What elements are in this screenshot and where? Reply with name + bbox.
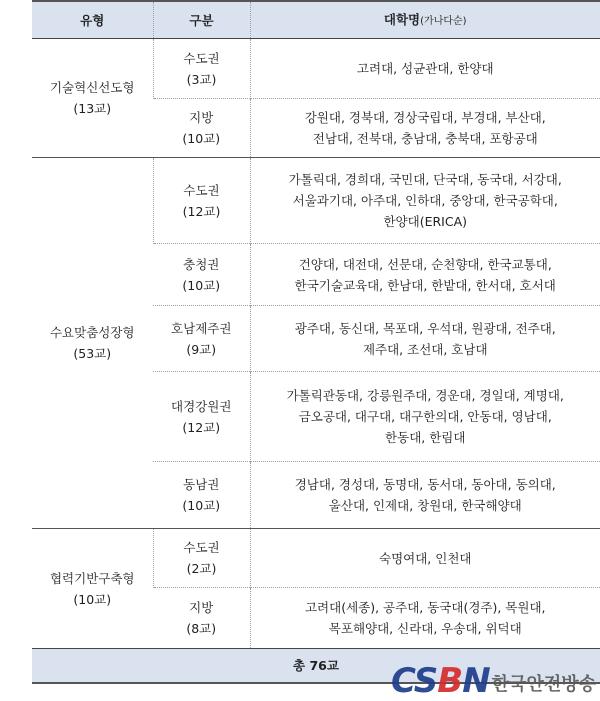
universities-line: 가톨릭관동대, 강릉원주대, 경운대, 경일대, 계명대, — [286, 388, 564, 403]
region-name: 지방 — [189, 110, 214, 125]
universities-line: 고려대(세종), 공주대, 동국대(경주), 목원대, — [304, 600, 546, 615]
header-universities — [250, 1, 600, 39]
total-cell: 총 76교 — [32, 649, 600, 684]
region-count: (2교) — [186, 561, 217, 576]
universities-line: 목포해양대, 신라대, 우송대, 위덕대 — [328, 621, 522, 636]
universities-line: 제주대, 조선대, 호남대 — [362, 341, 488, 357]
universities-cell — [250, 372, 600, 462]
logo-part-3: N — [462, 661, 490, 701]
universities-line: 전남대, 전북대, 충남대, 충북대, 포항공대 — [312, 131, 538, 146]
region-count: (8교) — [186, 621, 217, 636]
region-count: (10교) — [182, 498, 221, 513]
region-name: 충청권 — [183, 256, 220, 272]
region-cell — [153, 99, 250, 158]
universities-cell — [250, 99, 600, 158]
universities-line: 광주대, 동신대, 목포대, 우석대, 원광대, 전주대, — [294, 320, 556, 336]
region-cell — [153, 244, 250, 306]
universities-cell — [250, 462, 600, 529]
type-cell — [32, 39, 153, 158]
region-count: (3교) — [186, 71, 217, 87]
header-region: 구분 — [153, 1, 250, 39]
region-count: (12교) — [182, 203, 221, 219]
region-cell — [153, 372, 250, 462]
type-count: (53교) — [73, 346, 112, 361]
region-name: 수도권 — [183, 540, 220, 555]
region-count: (9교) — [186, 341, 217, 357]
type-cell — [32, 158, 153, 529]
universities-line: 금오공대, 대구대, 대구한의대, 안동대, 영남대, — [298, 409, 552, 424]
region-name: 대경강원권 — [171, 398, 232, 414]
watermark — [391, 661, 596, 701]
universities-line: 한동대, 한림대 — [385, 430, 466, 445]
header-universities-label: 대학명 — [383, 11, 421, 27]
universities-cell — [250, 244, 600, 306]
region-count: (10교) — [182, 277, 221, 293]
header-row — [32, 1, 600, 39]
universities-line: 고려대, 성균관대, 한양대 — [356, 61, 494, 76]
header-universities-note: (가나다순) — [420, 15, 467, 27]
region-name: 동남권 — [183, 477, 220, 492]
universities-cell — [250, 306, 600, 372]
type-name: 협력기반구축형 — [49, 570, 135, 586]
universities-line: 가톨릭대, 경희대, 국민대, 단국대, 동국대, 서강대, — [288, 172, 562, 187]
region-cell — [153, 529, 250, 588]
watermark-text: 한국안전방송 — [491, 674, 596, 695]
universities-line: 숙명여대, 인천대 — [379, 550, 472, 566]
table-row — [32, 158, 600, 244]
universities-line: 한양대(ERICA) — [383, 214, 468, 229]
header-type: 유형 — [32, 1, 153, 39]
table-row — [32, 529, 600, 588]
type-name: 기술혁신선도형 — [49, 80, 135, 95]
universities-line: 건양대, 대전대, 선문대, 순천향대, 한국교통대, — [298, 256, 552, 272]
table-row — [32, 39, 600, 99]
universities-cell — [250, 529, 600, 588]
region-name: 수도권 — [183, 50, 220, 66]
region-name: 수도권 — [183, 182, 220, 198]
region-cell — [153, 462, 250, 529]
universities-table — [32, 0, 600, 684]
region-name: 지방 — [189, 600, 214, 615]
type-count: (13교) — [73, 101, 112, 116]
region-cell — [153, 39, 250, 99]
universities-line: 울산대, 인제대, 창원대, 한국해양대 — [328, 498, 522, 513]
region-count: (12교) — [182, 419, 221, 435]
type-name: 수요맞춤성장형 — [49, 325, 135, 340]
csbn-logo — [391, 661, 490, 701]
universities-line: 강원대, 경북대, 경상국립대, 부경대, 부산대, — [304, 110, 546, 125]
logo-part-2: B — [437, 661, 463, 701]
region-cell — [153, 158, 250, 244]
universities-cell — [250, 588, 600, 649]
region-cell — [153, 306, 250, 372]
type-cell — [32, 529, 153, 649]
universities-line: 경남대, 경성대, 동명대, 동서대, 동아대, 동의대, — [294, 477, 556, 492]
universities-cell — [250, 158, 600, 244]
universities-line: 한국기술교육대, 한남대, 한밭대, 한서대, 호서대 — [294, 277, 556, 293]
universities-line: 서울과기대, 아주대, 인하대, 중앙대, 한국공학대, — [292, 193, 558, 208]
universities-cell — [250, 39, 600, 99]
region-cell — [153, 588, 250, 649]
region-name: 호남제주권 — [171, 320, 232, 336]
region-count: (10교) — [182, 131, 221, 146]
type-count: (10교) — [73, 591, 112, 607]
logo-part-1: CS — [391, 661, 438, 701]
